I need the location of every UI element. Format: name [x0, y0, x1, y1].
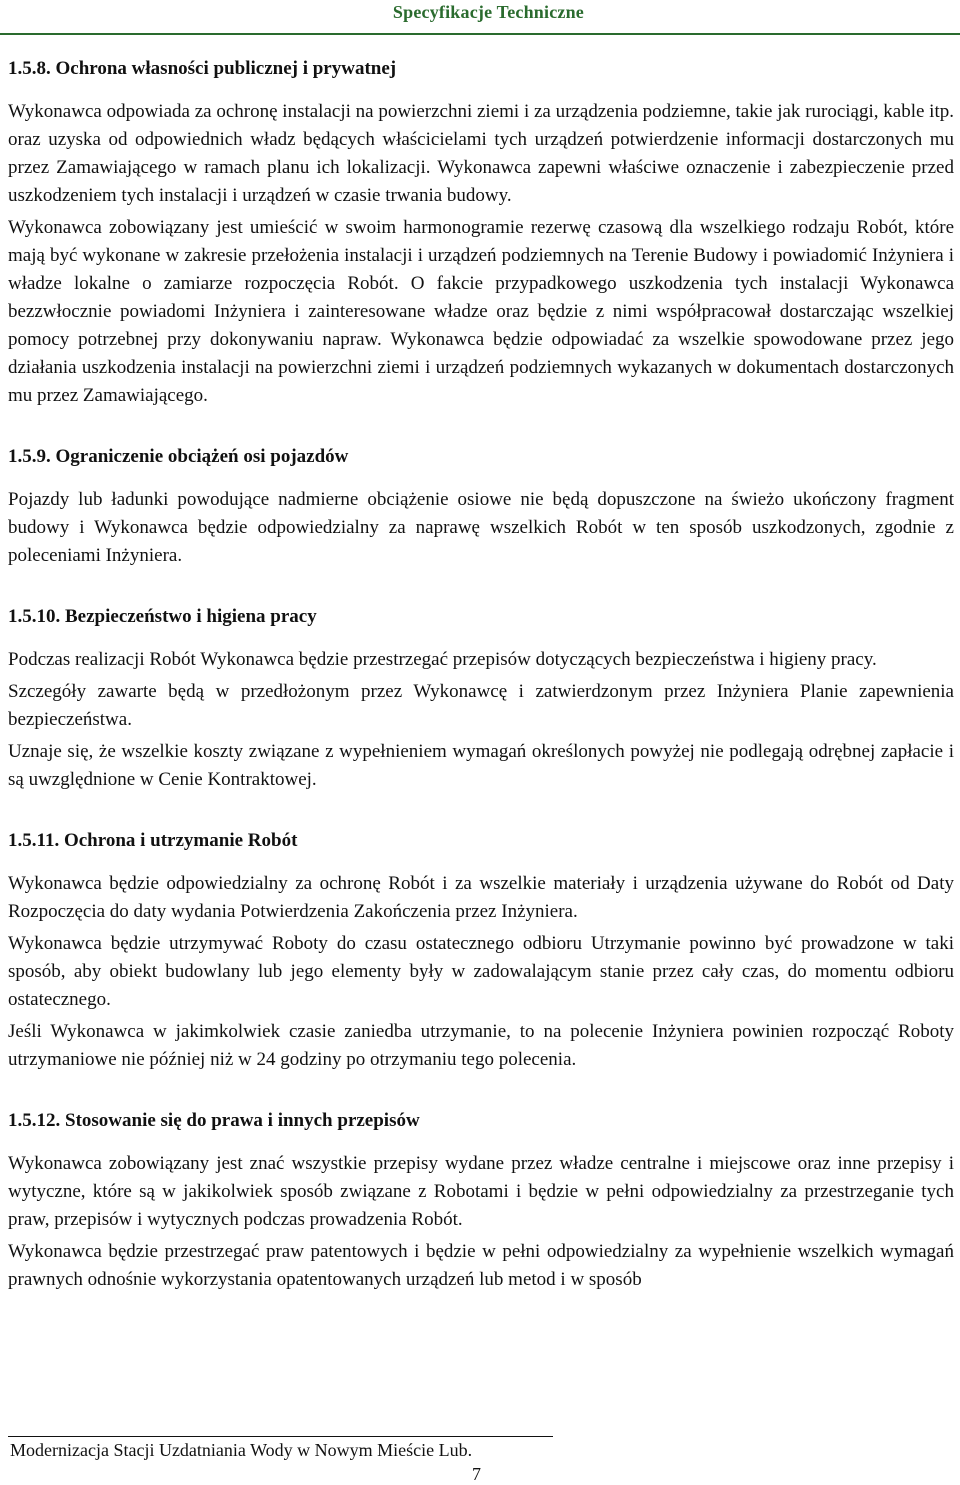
- paragraph: Szczegóły zawarte będą w przedłożonym przez Wykonawcę i zatwierdzonym przez Inżyniera Planie zapewnienia bezpieczeństwa.: [8, 681, 954, 730]
- paragraph: Pojazdy lub ładunki powodujące nadmierne obciążenie osiowe nie będą dopuszczone na świeżo ukończony fragment budowy i Wykonawca będzie odpowiedzialny za naprawę wszelkich Robót w ten sposób uszkodzonych, zgodnie z poleceniami Inżyniera.: [8, 489, 954, 566]
- footer-divider: [8, 1436, 553, 1437]
- paragraph: Wykonawca będzie utrzymywać Roboty do czasu ostatecznego odbioru Utrzymanie powinno być prowadzone w taki sposób, aby obiekt budowlany lub jego elementy były w zadowalającym stanie przez cały czas, do momentu odbioru ostatecznego.: [8, 933, 954, 1010]
- header-title: Specyfikacje Techniczne: [392, 2, 584, 22]
- section-heading-1-5-10: 1.5.10. Bezpieczeństwo i higiena pracy: [8, 606, 317, 627]
- section-heading-1-5-9: 1.5.9. Ograniczenie obciążeń osi pojazdów: [8, 446, 349, 467]
- paragraph: Wykonawca zobowiązany jest znać wszystkie przepisy wydane przez władze centralne i miejscowe oraz inne przepisy i wytyczne, które są w jakikolwiek sposób związane z Robotami i będzie w pełni odpowiedzialny za przestrzeganie tych praw, przepisów i wytycznych podczas prowadzenia Robót.: [8, 1153, 954, 1230]
- paragraph: Jeśli Wykonawca w jakimkolwiek czasie zaniedba utrzymanie, to na polecenie Inżyniera powinien rozpocząć Roboty utrzymaniowe nie później niż w 24 godziny po otrzymaniu tego polecenia.: [8, 1021, 954, 1070]
- page-header: [0, 0, 960, 36]
- section-heading-1-5-12: 1.5.12. Stosowanie się do prawa i innych przepisów: [8, 1110, 420, 1131]
- page-number: 7: [472, 1464, 481, 1484]
- section-heading-1-5-8: 1.5.8. Ochrona własności publicznej i prywatnej: [8, 58, 397, 79]
- paragraph: Wykonawca będzie odpowiedzialny za ochronę Robót i za wszelkie materiały i urządzenia używane do Robót od Daty Rozpoczęcia do daty wydania Potwierdzenia Zakończenia przez Inżyniera.: [8, 873, 954, 922]
- paragraph: Uznaje się, że wszelkie koszty związane z wypełnieniem wymagań określonych powyżej nie podlegają odrębnej zapłacie i są uwzględnione w Cenie Kontraktowej.: [8, 741, 954, 790]
- paragraph: Wykonawca odpowiada za ochronę instalacji na powierzchni ziemi i za urządzenia podziemne, takie jak rurociągi, kable itp. oraz uzyska od odpowiednich władz będących właścicielami tych urządzeń potwierdzenie informacji dostarczonych mu przez Zamawiającego w ramach planu ich lokalizacji. Wykonawca zapewni właściwe oznaczenie i zabezpieczenie przed uszkodzeniem tych instalacji i urządzeń w czasie trwania budowy.: [8, 101, 954, 206]
- header-divider: [0, 33, 960, 35]
- document-body: [8, 56, 954, 1294]
- footer-project-title: Modernizacja Stacji Uzdatniania Wody w Nowym Mieście Lub.: [10, 1440, 473, 1460]
- paragraph: Wykonawca będzie przestrzegać praw patentowych i będzie w pełni odpowiedzialny za wypełnienie wszelkich wymagań prawnych odnośnie wykorzystania opatentowanych urządzeń lub metod i w sposób: [8, 1241, 954, 1290]
- paragraph: Wykonawca zobowiązany jest umieścić w swoim harmonogramie rezerwę czasową dla wszelkiego rodzaju Robót, które mają być wykonane w zakresie przełożenia instalacji i urządzeń podziemnych na Terenie Budowy i powiadomić Inżyniera i władze lokalne o zamiarze rozpoczęcia Robót. O fakcie przypadkowego uszkodzenia tych instalacji Wykonawca bezzwłocznie powiadomi Inżyniera i zainteresowane władze oraz będzie z nimi współpracował dostarczając wszelkiej pomocy potrzebnej przy dokonywaniu napraw. Wykonawca będzie odpowiadać za wszelkie spowodowane przez jego działania uszkodzenia instalacji na powierzchni ziemi i urządzeń podziemnych wykazanych w dokumentach dostarczonych mu przez Zamawiającego.: [8, 217, 954, 406]
- section-heading-1-5-11: 1.5.11. Ochrona i utrzymanie Robót: [8, 830, 298, 851]
- paragraph: Podczas realizacji Robót Wykonawca będzie przestrzegać przepisów dotyczących bezpieczeństwa i higieny pracy.: [8, 649, 877, 670]
